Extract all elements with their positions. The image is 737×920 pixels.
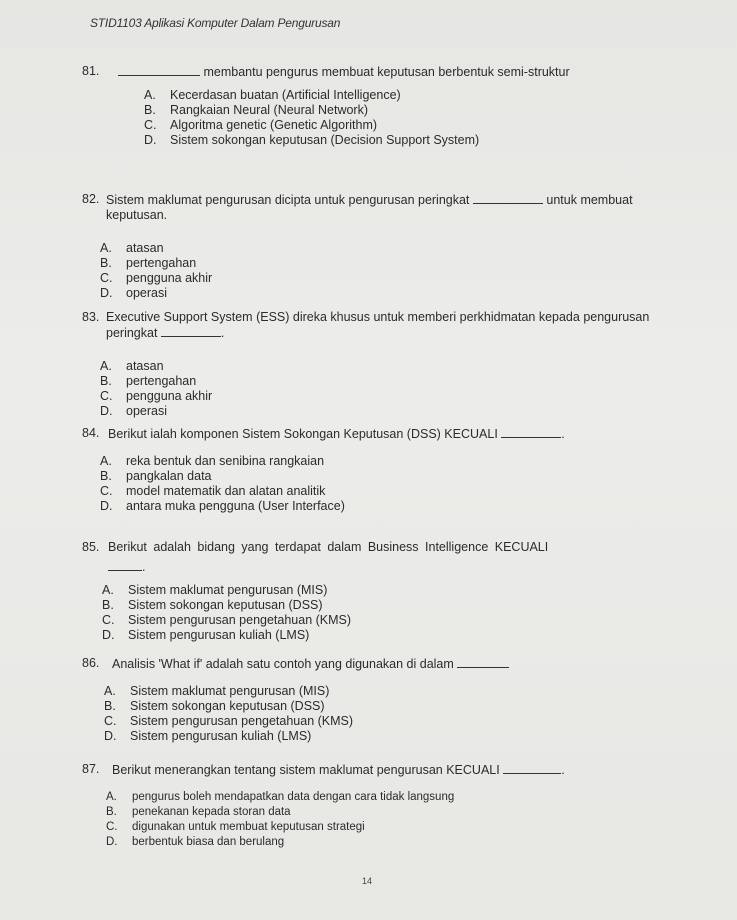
options-list	[144, 88, 672, 148]
option-b: B. Sistem sokongan keputusan (DSS)	[104, 699, 325, 713]
option-b: B. penekanan kepada storan data	[106, 806, 291, 818]
option-d: D. Sistem pengurusan kuliah (LMS)	[102, 628, 310, 642]
question-pre: Berikut ialah komponen Sistem Sokongan Keputusan (DSS) KECUALI	[108, 427, 498, 441]
question-post: .	[142, 560, 146, 574]
page-number: 14	[362, 876, 373, 886]
option-d: D. Sistem pengurusan kuliah (LMS)	[104, 729, 312, 743]
question-text	[108, 540, 672, 555]
question-post: untuk membuat keputusan.	[106, 193, 633, 222]
question-86	[82, 656, 672, 744]
answer-blank	[503, 762, 561, 774]
options-list	[106, 790, 672, 850]
option-d: D. operasi	[100, 404, 167, 418]
question-text	[118, 64, 672, 80]
option-a: A. reka bentuk dan senibina rangkaian	[100, 454, 325, 468]
option-a: A. Sistem maklumat pengurusan (MIS)	[104, 684, 330, 698]
option-c: C. Sistem pengurusan pengetahuan (KMS)	[104, 714, 354, 728]
question-81	[82, 64, 672, 148]
option-a: A. atasan	[100, 359, 164, 373]
option-b: B. Rangkaian Neural (Neural Network)	[144, 103, 368, 117]
option-c: C. Sistem pengurusan pengetahuan (KMS)	[102, 613, 352, 627]
answer-blank	[457, 656, 509, 668]
question-post: .	[220, 326, 225, 340]
option-d: D. berbentuk biasa dan berulang	[106, 836, 285, 848]
question-85	[82, 540, 672, 643]
options-list	[100, 454, 672, 514]
answer-blank	[473, 192, 543, 204]
option-d: D. Sistem sokongan keputusan (Decision Support System)	[144, 133, 480, 147]
question-number: 84.	[82, 426, 100, 440]
question-number: 87.	[82, 762, 100, 776]
question-number: 82.	[82, 192, 100, 206]
answer-blank	[501, 426, 561, 438]
options-list	[104, 684, 672, 744]
option-c: C. pengguna akhir	[100, 271, 213, 285]
option-c: C. model matematik dan alatan analitik	[100, 484, 326, 498]
question-84	[82, 426, 672, 514]
question-text	[106, 310, 672, 341]
option-a: A. Kecerdasan buatan (Artificial Intelligence)	[144, 88, 401, 102]
question-text	[108, 426, 672, 442]
question-text	[112, 656, 672, 672]
option-a: A. pengurus boleh mendapatkan data dengan cara tidak langsung	[106, 791, 455, 803]
question-post: .	[561, 427, 565, 441]
question-87	[82, 762, 672, 850]
question-post: membantu pengurus membuat keputusan berbentuk semi-struktur	[203, 65, 570, 79]
question-text	[112, 762, 672, 778]
question-pre: Berikut menerangkan tentang sistem maklumat pengurusan KECUALI	[112, 763, 500, 777]
question-pre: Sistem maklumat pengurusan dicipta untuk pengurusan peringkat	[106, 193, 470, 207]
options-list	[100, 359, 672, 419]
answer-blank	[161, 325, 221, 337]
question-number: 81.	[82, 64, 100, 78]
option-b: B. Sistem sokongan keputusan (DSS)	[102, 598, 323, 612]
answer-blank	[118, 64, 200, 76]
question-pre: Analisis 'What if' adalah satu contoh yang digunakan di dalam	[112, 657, 454, 671]
question-number: 85.	[82, 540, 100, 554]
question-text	[106, 192, 672, 223]
question-83	[82, 310, 672, 419]
option-c: C. pengguna akhir	[100, 389, 213, 403]
question-post: .	[561, 763, 565, 777]
option-c: C. Algoritma genetic (Genetic Algorithm)	[144, 118, 378, 132]
option-b: B. pertengahan	[100, 374, 197, 388]
options-list	[100, 241, 672, 301]
answer-line	[108, 559, 672, 575]
question-82	[82, 192, 672, 301]
question-number: 83.	[82, 310, 100, 324]
options-list	[102, 583, 672, 643]
option-b: B. pangkalan data	[100, 469, 212, 483]
option-d: D. antara muka pengguna (User Interface)	[100, 499, 345, 513]
option-a: A. Sistem maklumat pengurusan (MIS)	[102, 583, 328, 597]
question-pre: Berikut adalah bidang yang terdapat dalam Business Intelligence KECUALI	[108, 540, 549, 554]
page-header: STID1103 Aplikasi Komputer Dalam Pengurusan	[90, 16, 341, 30]
answer-blank	[108, 559, 142, 571]
option-d: D. operasi	[100, 286, 167, 300]
option-c: C. digunakan untuk membuat keputusan strategi	[106, 821, 365, 833]
question-number: 86.	[82, 656, 100, 670]
option-b: B. pertengahan	[100, 256, 197, 270]
option-a: A. atasan	[100, 241, 164, 255]
question-pre: Executive Support System (ESS) direka khusus untuk memberi perkhidmatan kepada pengurusan peringkat	[106, 310, 650, 340]
